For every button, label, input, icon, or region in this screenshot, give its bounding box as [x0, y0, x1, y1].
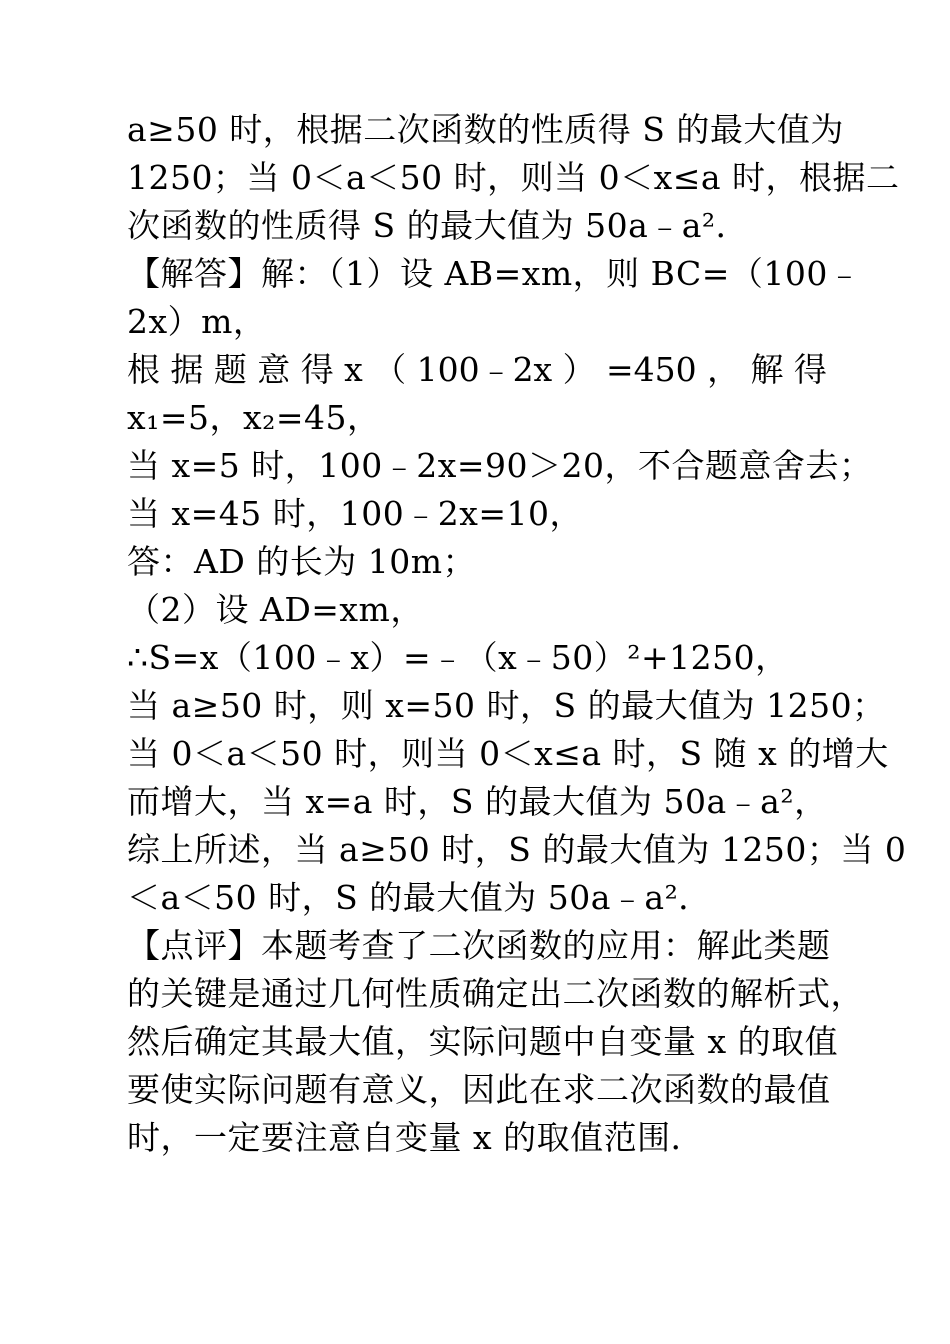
solution-heading-line: 【解答】解：（1）设 AB=xm，则 BC=（100﹣ — [127, 254, 862, 293]
equation-line — [127, 346, 827, 394]
text-line: 当 0＜a＜50 时，则当 0＜x≤a 时，S 随 x 的增大 — [127, 734, 889, 773]
text-line: ∴S=x（100﹣x）=﹣（x﹣50）²+1250， — [127, 638, 789, 677]
text-token: =450 — [606, 350, 697, 389]
text-token: 意 — [257, 350, 291, 389]
comment-heading-line: 【点评】本题考查了二次函数的应用：解此类题 — [127, 926, 831, 965]
text-line: （2）设 AD=xm， — [127, 590, 424, 629]
text-token: ， — [707, 350, 741, 389]
document-page — [127, 106, 907, 1162]
text-line: 综上所述，当 a≥50 时，S 的最大值为 1250；当 0 — [127, 830, 907, 869]
text-token: 100﹣2x — [416, 350, 553, 389]
text-line: 要使实际问题有意义，因此在求二次函数的最值 — [127, 1070, 831, 1109]
text-line: 1250；当 0＜a＜50 时，则当 0＜x≤a 时，根据二 — [127, 158, 900, 197]
text-line: x₁=5，x₂=45， — [127, 398, 381, 437]
text-line: ＜a＜50 时，S 的最大值为 50a﹣a²． — [127, 878, 712, 917]
text-line: 当 x=5 时，100﹣2x=90＞20，不合题意舍去； — [127, 446, 873, 485]
text-line: a≥50 时，根据二次函数的性质得 S 的最大值为 — [127, 110, 844, 149]
text-line: 的关键是通过几何性质确定出二次函数的解析式， — [127, 974, 864, 1013]
text-token: 得 — [300, 350, 334, 389]
text-line: 当 x=45 时，100﹣2x=10， — [127, 494, 583, 533]
text-token: 据 — [170, 350, 204, 389]
text-line: 然后确定其最大值，实际问题中自变量 x 的取值 — [127, 1022, 839, 1061]
text-token: 题 — [213, 350, 247, 389]
text-token: 根 — [127, 350, 160, 389]
text-token: （ — [373, 350, 407, 389]
text-token: 解 — [750, 350, 784, 389]
answer-line: 答：AD 的长为 10m； — [127, 542, 477, 581]
text-token: 得 — [793, 350, 827, 389]
text-token: x — [344, 350, 363, 389]
text-line: 而增大，当 x=a 时，S 的最大值为 50a﹣a²， — [127, 782, 828, 821]
text-line: 次函数的性质得 S 的最大值为 50a﹣a²． — [127, 206, 750, 245]
text-token: ） — [562, 350, 596, 389]
text-line: 2x）m， — [127, 302, 267, 341]
text-line: 当 a≥50 时，则 x=50 时，S 的最大值为 1250； — [127, 686, 886, 725]
text-line: 时，一定要注意自变量 x 的取值范围． — [127, 1118, 705, 1157]
